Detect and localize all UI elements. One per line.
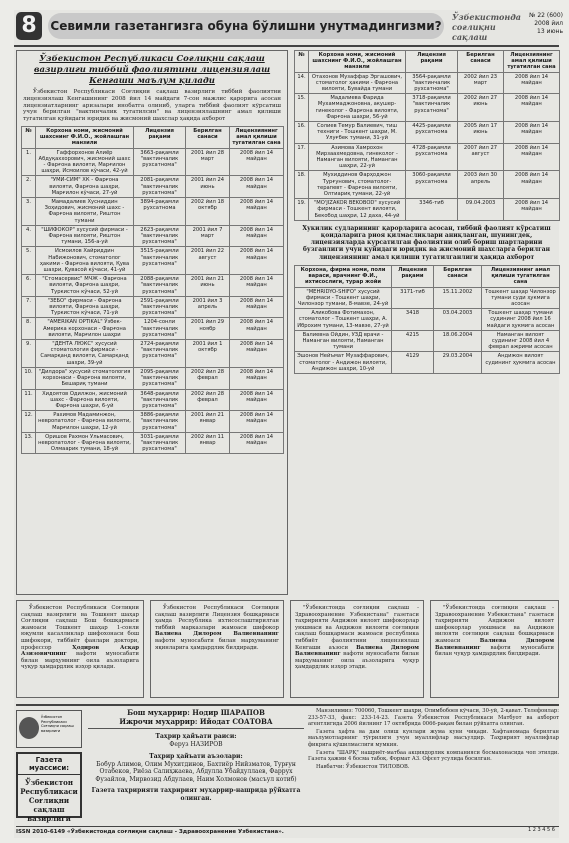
column-header: Лицензиянинг амал қилиши тугатилган сана: [504, 51, 560, 73]
chief-editor: Бош муҳаррир: Нодир ШАРАПОВ: [127, 708, 265, 717]
table-cell: 29.03.2004: [434, 352, 482, 374]
table-cell: 2002 йил 27 июнь: [458, 94, 504, 122]
table-cell: Мухиддинов Фарҳоджон Турғунович, стоматолог-терапевт - Фарғона вилояти, Олтиариқ тумани, 22-уй: [309, 171, 406, 199]
column-header: Лицензия рақами: [134, 126, 186, 148]
bottom-line: [16, 826, 559, 837]
table-row: [295, 122, 560, 144]
table-cell: Тошкент шаҳар Чилонзор тумани суди ҳукмига асосан: [482, 287, 560, 309]
table-cell: 2008 йил 14 майдан: [230, 411, 284, 433]
info-paragraph: Навбатчи: Ўзбекистон ТИЛОВОВ.: [316, 763, 410, 770]
subscription-banner: Севимли газетангизга обуна бўлишни унутмадингизми?: [48, 13, 444, 39]
table-cell: 15.: [295, 94, 309, 122]
table-cell: Рахимов Мадаминжон, невропатолог - Фарғона вилояти, Марғилон шаҳри, 12-уй: [36, 411, 134, 433]
table-row: [295, 171, 560, 199]
table-cell: 3886-рақамли "вактинчалик рухсатнома": [134, 411, 186, 433]
column-header: Корхона, фирма номи, поли вараси, врачнинг Ф.И., ихтисослиги, турар жойи: [295, 265, 392, 287]
page-marks: 1 2 3 4 5 6: [527, 827, 555, 833]
table-row: [22, 296, 284, 318]
table-cell: Отахонов Музаффар Эргашович, стоматолог ҳакими - Фарғона вилояти, Бувайда тумани: [309, 72, 406, 94]
table-cell: 4215: [392, 330, 434, 352]
table-cell: 2002 йил 28 феврал: [186, 367, 230, 389]
page-number: 8: [16, 12, 42, 40]
masthead-footer: [16, 704, 559, 826]
table-cell: 8.: [22, 318, 36, 340]
table-row: [22, 198, 284, 226]
issn-code: ISSN 2010-6149 «Ўзбекистонда соғлиқни сақлаш - Здравоохранение Узбекистана».: [16, 829, 284, 835]
condolence-notice-3: "Ўзбекистонда соғлиқни сақлаш - Здравоохранение Узбекистана" газетаси таҳририяти Андижон вилоят шифокорлар уюшмаси ва Андижон вилояти соғлиқни сақлаш бошқармаси жамоаси республика тиббиёт фаолиятини лицензиялаш Кенгаши аъзоси Валиева Дилором Валиевнанинг вафоти муносабати билан марҳуманинг оила аъзоларига чуқур ҳамдардлик изҳор этади.: [290, 600, 424, 698]
table-cell: "MO'JIZAKOR BEKOBOD" хусусий фирмаси - Тошкент вилояти, Бекобод шаҳри, 12 даха, 44-уй: [309, 199, 406, 221]
table-cell: 7.: [22, 296, 36, 318]
announcement-title: Ўзбекистон Республикаси Соғлиқни сақлаш вазирлиги тиббий фаолиятини лицензиялаш Кенгаши маълум қилади: [33, 54, 271, 86]
condolence-notice-1: Ўзбекистон Республикаси Соғлиқни сақлаш вазирлиги ва Тошкент шаҳар Соғлиқни сақлаш Бош бошқармаси жамоаси Тошкент шаҳар 1-сонли юқумли касалликлар шифохонаси бош шифокори, тиббиёт фанлари доктори, профессор Ҳодиров Асқар Азизовичнинг вафоти муносабати билан марҳумнинг оила аъзоларига чуқур ҳамдардлик изҳор қилади.: [16, 600, 144, 698]
table-cell: 2001 йил 1 октябр: [186, 340, 230, 368]
column-header: №: [295, 51, 309, 73]
table-cell: 4728-рақамли рухсатнома: [406, 143, 458, 171]
table-cell: 2088-рақамли "вактинчалик рухсатнома": [134, 275, 186, 297]
table-cell: Оришов Рахмон Ульмасович, невропатолог - Фарғона вилояти, Олмаарик тумани, 18-уй: [36, 432, 134, 454]
table-cell: "ШИФОКОР" хусусий фирмаси - Фарғона вилояти, Риштон тумани, 156-а-уй: [36, 225, 134, 247]
table-row: [295, 309, 560, 331]
table-cell: 3418: [392, 309, 434, 331]
table-cell: Исмоилов Хайриддин Набижонович, стоматолог ҳакими - Фарғона вилояти, Қува шаҳри, Қувасой кўчаси, 41-уй: [36, 247, 134, 275]
founder-label: Газета муассиси:: [18, 754, 80, 775]
office-note: Газета таҳририяти таҳририят муҳаррир-нашрида рўйхатга олинган.: [91, 787, 301, 802]
table-cell: 3031-рақамли "вактинчалик рухсатнома": [134, 432, 186, 454]
info-paragraph: Газета ҳафта ва дам олиш кунлари жума куни чиқади. Хафтаномада берилган маълумотларнинг тўғрилиги учун муаллифлар масъулдир. Таҳририят муаллифлар фикрига қўшилмаслиги мумкин.: [308, 728, 559, 748]
ministry-logo: [16, 710, 82, 748]
table-cell: 3564-рақамли "вактинчалик рухсатнома": [406, 72, 458, 94]
table-row: [22, 411, 284, 433]
table-cell: 2001 йил 22 август: [186, 247, 230, 275]
table-cell: 10.: [22, 367, 36, 389]
table-cell: 2008 йил 14 майдан: [504, 122, 560, 144]
table-cell: 2001 йил 29 ноябр: [186, 318, 230, 340]
table-cell: Хидоятов Одилжон, жисмоний шахс - Фарғона вилояти, Фарғона шаҳри, 6-уй: [36, 389, 134, 411]
table-cell: "УМИ-СИМ" ХК - Фарғона вилояти, Фарғона шаҳри, Марғилон кўчаси, 27-уй: [36, 176, 134, 198]
column-header: Лицензия рақами: [392, 265, 434, 287]
table-row: [295, 72, 560, 94]
founder-box: [16, 752, 82, 823]
table-cell: 12.: [22, 411, 36, 433]
table-cell: 03.04.2003: [434, 309, 482, 331]
table-cell: 13.: [22, 432, 36, 454]
table-cell: 3718-рақамли "вактинчалик рухсатнома": [406, 94, 458, 122]
logo-text: Ўзбекистон Республикаси Соғлиқни сақлаш вазирлиги: [41, 715, 74, 733]
column-header: Берилган санаси: [186, 126, 230, 148]
table-cell: 14.: [295, 72, 309, 94]
table-cell: 2005 йил 17 июнь: [458, 122, 504, 144]
table-cell: 3171-тиб: [392, 287, 434, 309]
newspaper-page: [14, 10, 563, 838]
table-cell: 2008 йил 14 майдан: [230, 389, 284, 411]
publication-info: [308, 708, 559, 771]
table-cell: 09.04.2003: [458, 199, 504, 221]
table-cell: 4.: [22, 225, 36, 247]
table-cell: Валиевна Ойдин, УЗД врачи - Наманган вилояти, Наманган тумани: [295, 330, 392, 352]
table-cell: 2623-рақамли "вактинчалик рухсатнома": [134, 225, 186, 247]
editorial-board: [88, 708, 304, 803]
table-cell: 2008 йил 14 майдан: [230, 296, 284, 318]
table-cell: Аликобова Фотимахон, стоматолог - Тошкент шаҳри, А. Иброхим тумани, 13-мавзе, 27-уй: [295, 309, 392, 331]
table-cell: 2008 йил 14 майдан: [230, 176, 284, 198]
license-table-left: [21, 126, 284, 454]
table-row: [295, 199, 560, 221]
table-cell: 3663-рақамли "вактинчалик рухсатнома": [134, 148, 186, 176]
table-cell: 2008 йил 14 майдан: [504, 171, 560, 199]
table-row: [295, 352, 560, 374]
founder-name: Ўзбекистон Республикаси Соғлиқни сақлаш вазирлиги: [20, 778, 78, 823]
table-cell: 2003 йил 30 апрель: [458, 171, 504, 199]
table-cell: 2008 йил 14 майдан: [230, 275, 284, 297]
column-header: Лицензия рақами: [406, 51, 458, 73]
emblem-icon: [19, 717, 39, 739]
table-cell: 2001 йил 21 июнь: [186, 275, 230, 297]
table-cell: 4129: [392, 352, 434, 374]
table-cell: Эшонов Нейъмат Музаффарович, стоматолог - Андижон вилояти, Андижон шаҳри, 10-уй: [295, 352, 392, 374]
table-cell: 2008 йил 14 майдан: [230, 318, 284, 340]
table-cell: "ЗЕБО" фирмаси - Фарғона вилояти, Фарғона шаҳри, Туркистон кўчаси, 71-уй: [36, 296, 134, 318]
table-cell: 17.: [295, 143, 309, 171]
table-cell: 19.: [295, 199, 309, 221]
announcement-intro: Ўзбекистон Республикаси Соғлиқни сақлаш вазирлиги тиббий фаолиятни лицензиялаш Кенгашининг 2008 йил 14 майдаги 7-сон мажлис қарорига асосан лицензиатларнинг аризалари инобатга олиниб, уларга тиббий фаолият кўрсатиш учун берилган "вактинчалик тугатилсин" ва лицензиялашнинг амал қилиши тугатилган қуйидаги юридик ва жисмоний шахслар ҳақида ахборот: [23, 89, 281, 123]
table-cell: 2008 йил 14 майдан: [230, 148, 284, 176]
table-cell: 3.: [22, 198, 36, 226]
issue-number: № 22 (600): [529, 12, 563, 19]
table-cell: 2002 йил 28 феврал: [186, 389, 230, 411]
table-row: [22, 367, 284, 389]
table-cell: 2001 йил 3 апрель: [186, 296, 230, 318]
table-cell: "Дилдора" хусусий стоматология корхонаси - Фарғона вилояти, Бешариқ тумани: [36, 367, 134, 389]
table-cell: "MEHRIDYO-SHIFO" хусусий фирмаси - Тошкент шаҳри, Чилонзор тумани, 8-мавзе, 24-уй: [295, 287, 392, 309]
table-cell: 6.: [22, 275, 36, 297]
table-cell: 2008 йил 14 майдан: [230, 432, 284, 454]
table-cell: 2008 йил 14 майдан: [230, 340, 284, 368]
table-cell: 15.11.2002: [434, 287, 482, 309]
license-announcement-right: [294, 50, 559, 595]
table-row: [22, 275, 284, 297]
table-cell: 2.: [22, 176, 36, 198]
table-cell: Мадалиева Фарида Мухаммаджоновна, акушер-гинеколог - Фарғона вилояти, Фарғона шаҳри, 56-уй: [309, 94, 406, 122]
table-cell: 3515-рақамли "вактинчалик рухсатнома": [134, 247, 186, 275]
header-rule: [14, 45, 559, 47]
table-cell: 4425-рақамли рухсатнома: [406, 122, 458, 144]
table-row: [22, 176, 284, 198]
table-cell: 2008 йил 14 майдан: [504, 72, 560, 94]
table-row: [295, 143, 560, 171]
column-header: Корхона номи, жисмоний шахснинг Ф.И.О., жойлашган манзили: [309, 51, 406, 73]
table-cell: 2001 йил 21 январ: [186, 411, 230, 433]
table-cell: 2008 йил 14 майдан: [504, 143, 560, 171]
table-cell: 3648-рақамли "вактинчалик рухсатнома": [134, 389, 186, 411]
table-cell: 2095-рақамли "вактинчалик рухсатнома": [134, 367, 186, 389]
table-row: [22, 389, 284, 411]
table-cell: "ДЕНТА ЛЮКС" хусусий стоматология фирмаси - Самарқанд вилояти, Самарқанд шаҳри, 39-уй: [36, 340, 134, 368]
table-cell: 2008 йил 14 майдан: [230, 225, 284, 247]
table-cell: 16.: [295, 122, 309, 144]
condolence-notice-4: "Ўзбекистонда соғлиқни сақлаш - Здравоохранение Узбекистана" газетаси таҳририяти Андижон вилоят шифокорлар уюшмаси ва Андижон вилояти соғлиқни сақлаш бошқармаси жамоаси Валиева Дилором Валиевнанинг вафоти муносабати билан чуқур ҳамдардлик билдиради.: [430, 600, 559, 698]
court-notice: Хукилик судларининг қарорларига асосан, тиббий фаолият кўрсатиш қоидаларига риоя қилмасликлари аниқланган, шунингдек, лицензияларда курсатилган фаолиятни олиб бориш шартларини бузганлиги учун қуйидаги юридик ва жисмоний шахсларга берилган лицензиянинг амал қилиши тугатилганлиги ҳақида ахборот: [302, 224, 551, 261]
table-cell: 2724-рақамли "вактинчалик рухсатнома": [134, 340, 186, 368]
condolence-notice-2: Ўзбекистон Республикаси Соғлиқни сақлаш вазирлиги Лицензия бошқармаси ҳамда Республика ихтисослаштирилган тиббий марказлари жамоаси шифокор Валиева Дилором Валиевнанинг вафоти муносабати билан марҳуманинг яқинларига ҳамдардлик билдиради.: [150, 600, 284, 698]
info-paragraph: Манзилимиз: 700060, Тошкент шаҳри, Олимбобоев кўчаси, 30-уй, 2-қават. Телефонлар: 233-57-33, факс: 233-14-23. Газета Ўзбекистон Республикаси Матбуот ва ахборот агентлигида 2006 йилнинг 17 октябрида 0066-рақам билан рўйхатга олинган.: [308, 708, 559, 728]
table-row: [22, 225, 284, 247]
board-members-label: Таҳрир ҳайъати аъзолари:: [149, 752, 243, 760]
license-table-right: [294, 50, 560, 221]
table-cell: 9.: [22, 340, 36, 368]
column-header: Лицензиянинг амал қилиши тугатилган сана: [230, 126, 284, 148]
table-cell: 3346-тиб: [406, 199, 458, 221]
table-cell: 2001 йил 28 март: [186, 148, 230, 176]
license-announcement-left: [16, 50, 288, 595]
deputy-editor: Ижрочи муҳаррир: Ийодат СОАТОВА: [88, 717, 304, 729]
info-paragraph: Газета "ШАРҚ" нашриёт-матбаа акциядорлик компанияси босмахонасида чоп этилди. Газета ҳажми 4 босма табоқ. Формат А3. Офсет усулида босилган.: [308, 749, 559, 763]
table-cell: Мамадалиев Хусниддин Зоҳидович, жисмоний шахс - Фарғона вилояти, Риштон тумани: [36, 198, 134, 226]
column-header: Корхона номи, жисмоний шахснинг Ф.И.О., жойлашган манзили: [36, 126, 134, 148]
table-cell: 1204-сонли "вактинчалик рухсатнома": [134, 318, 186, 340]
issue-year: 2008 йил: [534, 20, 563, 27]
table-cell: 2081-рақамли "вактинчалик рухсатнома": [134, 176, 186, 198]
court-license-table: [294, 265, 560, 374]
table-cell: 2001 йил 24 июнь: [186, 176, 230, 198]
table-cell: 2008 йил 14 майдан: [504, 94, 560, 122]
table-cell: Солиев Темур Валиевич, тиш техниги - Тошкент шаҳри, М. Улуғбек тумани, 31-уй: [309, 122, 406, 144]
table-cell: 1.: [22, 148, 36, 176]
page-header: [14, 10, 563, 44]
table-cell: 2008 йил 14 майдан: [230, 198, 284, 226]
table-cell: "Стомасервис" МЧЖ - Фарғона вилояти, Фарғона шаҳри, Туркистон кўчаси, 52-уй: [36, 275, 134, 297]
table-cell: 18.: [295, 171, 309, 199]
board-chair: Феруз НАЗИРОВ: [169, 741, 223, 748]
table-cell: 2008 йил 14 майдан: [504, 199, 560, 221]
table-cell: 2007 йил 27 август: [458, 143, 504, 171]
table-row: [22, 148, 284, 176]
table-row: [22, 247, 284, 275]
issue-date: 13 июнь: [537, 28, 563, 35]
table-cell: 2008 йил 14 майдан: [230, 247, 284, 275]
table-cell: Гаффорхонов Алиёр Абдуқаххорович, жисмоний шахс - Фарғона вилояти, Марғилон шаҳри, Исмоилов кўчаси, 42-уй: [36, 148, 134, 176]
table-cell: 2008 йил 14 майдан: [230, 367, 284, 389]
board-members: Бобур Алимов, Олим Мухитдинов, Бахтиёр Нийзматов, Турғун Отабеков, Риёза Салиҳжаева, Абдулла Убайдуллаев, Фаррух Фузайлов, Мирвозид Абдулаев, Наим Холмонов (масъул котиб): [95, 760, 297, 783]
table-cell: 11.: [22, 389, 36, 411]
table-row: [295, 330, 560, 352]
table-cell: Азимова Хамрохон Мирзаахмедовна, гинеколог - Наманган вилояти, Наманган шаҳри, 22-уй: [309, 143, 406, 171]
table-cell: Андижон вилоят судининг ҳукмига асосан: [482, 352, 560, 374]
table-cell: 2002 йил 11 январ: [186, 432, 230, 454]
table-cell: 2001 йил 7 март: [186, 225, 230, 247]
column-header: Берилган санаси: [458, 51, 504, 73]
column-header: Лицензиянинг амал қилиши тугатилган сана: [482, 265, 560, 287]
table-cell: 2002 йил 23 март: [458, 72, 504, 94]
board-chair-label: Таҳрир ҳайъати раиси:: [155, 733, 237, 740]
table-cell: 3894-рақамли рухсатнома: [134, 198, 186, 226]
paper-name: Ўзбекистонда соғлиқни сақлаш: [452, 12, 521, 42]
table-cell: 3060-рақамли рухсатнома: [406, 171, 458, 199]
table-cell: 2591-рақамли "вактинчалик рухсатнома": [134, 296, 186, 318]
table-cell: Тошкент шаҳар тумани судининг 2008 йил 16 майдаги ҳукмига асосан: [482, 309, 560, 331]
column-header: №: [22, 126, 36, 148]
table-cell: Наманган вилоят судининг 2008 йил 4 феврал ажрими асосан: [482, 330, 560, 352]
table-cell: 5.: [22, 247, 36, 275]
table-row: [22, 340, 284, 368]
condolence-notices: [16, 600, 559, 700]
table-cell: 18.06.2004: [434, 330, 482, 352]
issue-info: [529, 12, 563, 36]
column-header: Берилган санаси: [434, 265, 482, 287]
table-row: [22, 318, 284, 340]
table-cell: 2002 йил 18 октябр: [186, 198, 230, 226]
table-cell: "AMERIKAN OPTIKAL" Ўзбек-Америка корхонаси - Фарғона вилояти, Марғилон шаҳри: [36, 318, 134, 340]
table-row: [295, 94, 560, 122]
table-row: [295, 287, 560, 309]
table-row: [22, 432, 284, 454]
